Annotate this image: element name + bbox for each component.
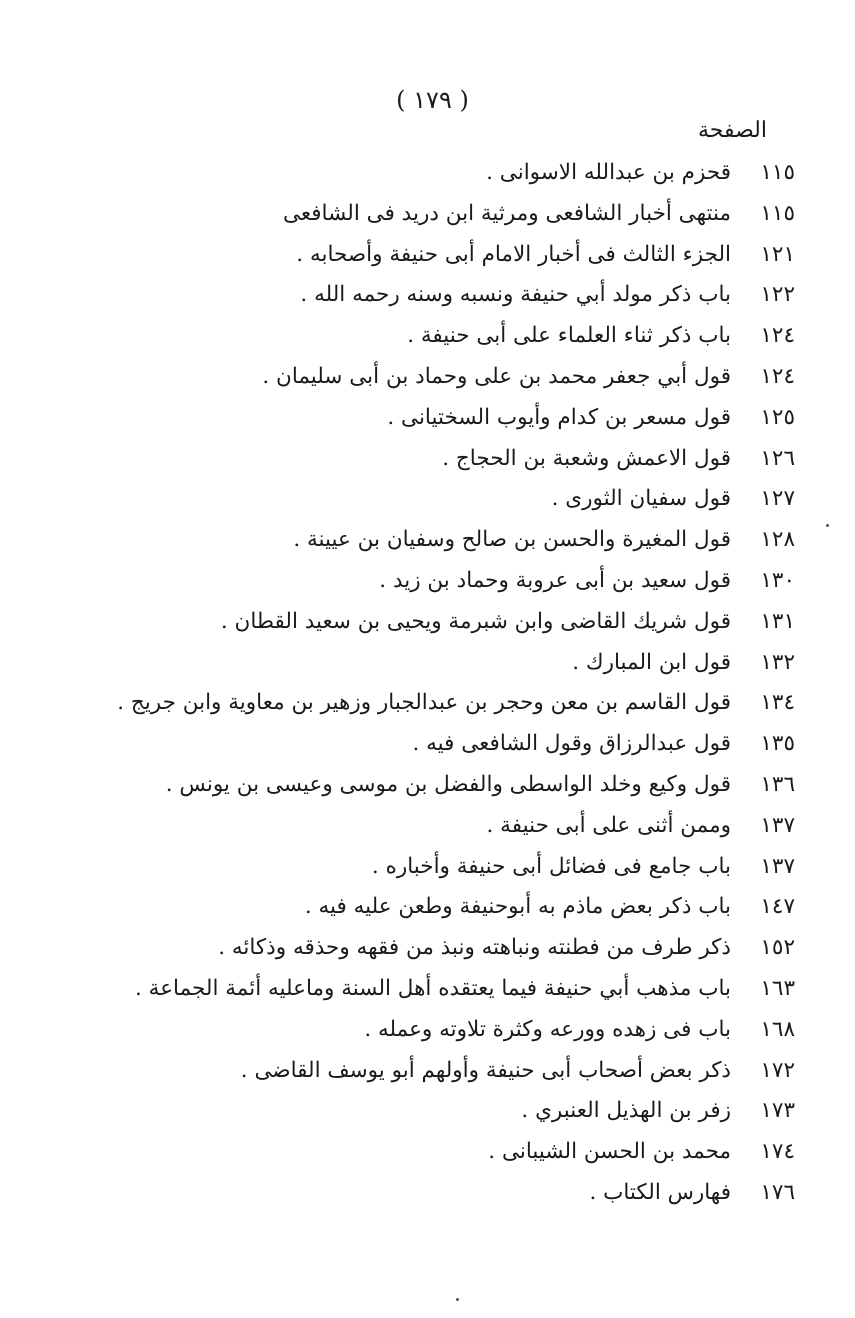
toc-entry bbox=[35, 1017, 795, 1058]
toc-entry bbox=[35, 282, 795, 323]
toc-page-number: ١٢٧ bbox=[760, 486, 795, 512]
toc-page-number: ١٢٨ bbox=[760, 527, 795, 553]
toc-page-number: ١٤٧ bbox=[760, 894, 795, 920]
toc-page-number: ١٣١ bbox=[760, 608, 795, 634]
toc-title: ذكر بعض أصحاب أبى حنيفة وأولهم أبو يوسف القاضى . bbox=[240, 1057, 731, 1083]
toc-title: باب جامع فى فضائل أبى حنيفة وأخباره . bbox=[371, 853, 731, 879]
toc-title: قول المغيرة والحسن بن صالح وسفيان بن عيينة . bbox=[293, 527, 731, 553]
toc-title: محمد بن الحسن الشيبانى . bbox=[488, 1139, 731, 1165]
toc-entry bbox=[35, 731, 795, 772]
toc-entry bbox=[35, 1058, 795, 1099]
toc-entry bbox=[35, 854, 795, 895]
toc-entry bbox=[35, 242, 795, 283]
toc-page-number: ١٣٢ bbox=[760, 649, 795, 675]
toc-entry bbox=[35, 527, 795, 568]
toc-title: باب مذهب أبي حنيفة فيما يعتقده أهل السنة وماعليه أئمة الجماعة . bbox=[135, 975, 731, 1001]
print-speck bbox=[456, 1298, 459, 1301]
table-of-contents bbox=[35, 160, 795, 1221]
toc-page-number: ١٦٨ bbox=[760, 1016, 795, 1042]
toc-entry bbox=[35, 486, 795, 527]
toc-title: قول وكيع وخلد الواسطى والفضل بن موسى وعيسى بن يونس . bbox=[165, 771, 731, 797]
toc-title: قحزم بن عبدالله الاسوانى . bbox=[486, 160, 731, 185]
toc-page-number: ١٣٧ bbox=[760, 853, 795, 879]
page-column-header: الصفحة bbox=[697, 118, 767, 143]
toc-page-number: ١٣٤ bbox=[760, 690, 795, 716]
toc-page-number: ١٢١ bbox=[760, 241, 795, 267]
toc-entry bbox=[35, 323, 795, 364]
toc-entry bbox=[35, 568, 795, 609]
page-number: ( ١٧٩ ) bbox=[396, 86, 469, 114]
toc-entry bbox=[35, 405, 795, 446]
toc-title: قول عبدالرزاق وقول الشافعى فيه . bbox=[412, 731, 731, 757]
toc-title: باب ذكر بعض ماذم به أبوحنيفة وطعن عليه فيه . bbox=[304, 894, 731, 920]
toc-entry bbox=[35, 609, 795, 650]
toc-page-number: ١٣٦ bbox=[760, 771, 795, 797]
toc-entry bbox=[35, 813, 795, 854]
toc-entry bbox=[35, 1139, 795, 1180]
toc-title: باب فى زهده وورعه وكثرة تلاوته وعمله . bbox=[364, 1016, 731, 1042]
toc-title: زفر بن الهذيل العنبري . bbox=[521, 1098, 731, 1124]
toc-page-number: ١٦٣ bbox=[760, 975, 795, 1001]
toc-entry bbox=[35, 772, 795, 813]
toc-title: باب ذكر ثناء العلماء على أبى حنيفة . bbox=[407, 323, 731, 349]
toc-page-number: ١٣٧ bbox=[760, 812, 795, 838]
toc-page-number: ١٢٥ bbox=[760, 404, 795, 430]
toc-entry bbox=[35, 1098, 795, 1139]
toc-page-number: ١٣٥ bbox=[760, 731, 795, 757]
toc-title: وممن أثنى على أبى حنيفة . bbox=[486, 812, 731, 838]
toc-title: منتهى أخبار الشافعى ومرثية ابن دريد فى الشافعى bbox=[282, 200, 731, 226]
toc-page-number: ١٢٤ bbox=[760, 323, 795, 349]
toc-title: قول الاعمش وشعبة بن الحجاج . bbox=[442, 445, 731, 471]
toc-title: الجزء الثالث فى أخبار الامام أبى حنيفة وأصحابه . bbox=[296, 241, 731, 267]
toc-entry bbox=[35, 650, 795, 691]
toc-title: قول ابن المبارك . bbox=[572, 649, 731, 675]
toc-page-number: ١١٥ bbox=[760, 200, 795, 226]
toc-title: فهارس الكتاب . bbox=[589, 1179, 731, 1205]
toc-entry bbox=[35, 690, 795, 731]
toc-entry bbox=[35, 1180, 795, 1221]
toc-entry bbox=[35, 894, 795, 935]
toc-entry bbox=[35, 160, 795, 201]
toc-page-number: ١٧٣ bbox=[760, 1098, 795, 1124]
toc-title: قول القاسم بن معن وحجر بن عبدالجبار وزهير بن معاوية وابن جريج . bbox=[117, 690, 731, 716]
toc-page-number: ١١٥ bbox=[760, 160, 795, 185]
toc-title: قول سفيان الثورى . bbox=[551, 486, 731, 512]
toc-entry bbox=[35, 446, 795, 487]
toc-page-number: ١٥٢ bbox=[760, 935, 795, 961]
toc-page-number: ١٢٤ bbox=[760, 363, 795, 389]
toc-page-number: ١٢٦ bbox=[760, 445, 795, 471]
toc-title: باب ذكر مولد أبي حنيفة ونسبه وسنه رحمه الله . bbox=[300, 282, 731, 308]
toc-title: ذكر طرف من فطنته ونباهته ونبذ من فقهه وحذقه وذكائه . bbox=[218, 935, 731, 961]
toc-page-number: ١٢٢ bbox=[760, 282, 795, 308]
toc-page-number: ١٧٤ bbox=[760, 1139, 795, 1165]
toc-entry bbox=[35, 364, 795, 405]
toc-page-number: ١٧٦ bbox=[760, 1179, 795, 1205]
toc-entry bbox=[35, 976, 795, 1017]
toc-title: قول أبي جعفر محمد بن على وحماد بن أبى سليمان . bbox=[262, 363, 731, 389]
toc-entry bbox=[35, 935, 795, 976]
toc-entry bbox=[35, 201, 795, 242]
toc-title: قول مسعر بن كدام وأيوب السختيانى . bbox=[387, 404, 731, 430]
print-speck bbox=[826, 524, 829, 527]
toc-title: قول سعيد بن أبى عروبة وحماد بن زيد . bbox=[379, 567, 731, 593]
toc-title: قول شريك القاضى وابن شبرمة ويحيى بن سعيد القطان . bbox=[220, 608, 731, 634]
toc-page-number: ١٧٢ bbox=[760, 1057, 795, 1083]
toc-page-number: ١٣٠ bbox=[760, 567, 795, 593]
